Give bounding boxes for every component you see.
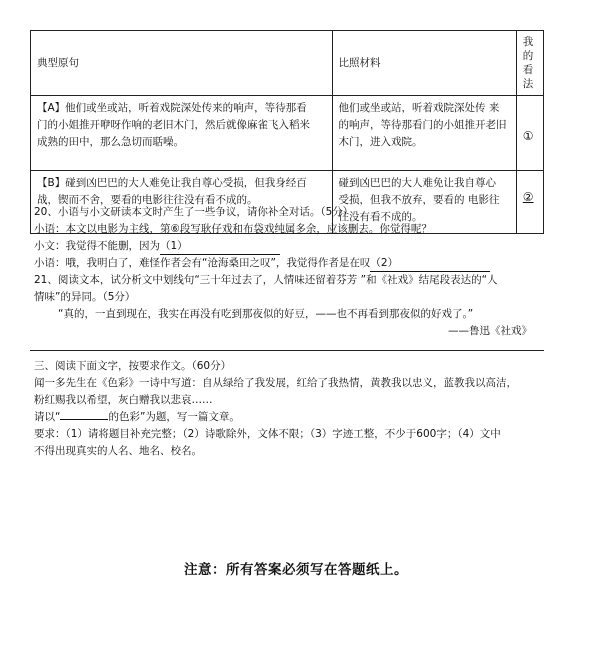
question-20-line1: 小语：本文以电影为主线，第⑥段写耿仔戏和布袋戏纯属多余，应该删去。你觉得呢？ <box>34 223 432 235</box>
question-20-line3-text: 小语：哦，我明白了，难怪作者会有“沧海桑田之叹”，我觉得作者是在叹 <box>34 257 371 269</box>
essay-prompt-prefix: 请以“ <box>34 411 61 423</box>
header-original-sentence: 典型原句 <box>31 31 333 96</box>
question-20-line2 <box>34 238 280 255</box>
section-3-heading: 三、阅读下面文字，按要求作文。（60分） <box>34 360 232 372</box>
compare-b-line1: 碰到凶巴巴的大人难免让我自尊心 <box>338 177 497 189</box>
section-3-paragraph-line1: 闻一多先生在《色彩》一诗中写道：自从绿给了我发展，红给了我热情，黄教我以忠义，蓝教我以高洁， <box>34 377 517 389</box>
header-my-view <box>516 31 543 96</box>
question-20-line2-text: 小文：我觉得不能删，因为 <box>34 240 160 252</box>
compare-b-line3: 往没有看不成的。 <box>338 211 423 223</box>
compare-b-line2: 受损，但我不放弃，要看的 电影往 <box>338 194 500 206</box>
essay-requirements-line2: 不得出现真实的人名、地名、校名。 <box>34 445 202 457</box>
question-21-title-line2: 情味”的异同。（5分） <box>34 291 136 303</box>
answer-sheet-notice: 注意：所有答案必须写在答题纸上。 <box>184 562 408 578</box>
question-21-title-line1: 21、阅读文本，试分析文中划线句“三十年过去了，人情味还留着芬芳 ”和《社戏》结尾段表达的“人 <box>34 274 498 286</box>
compare-a-line2: 的响声，等待那看门的小姐推开老旧 <box>338 119 507 131</box>
essay-title-blank[interactable] <box>60 419 108 420</box>
answer-blank-1[interactable] <box>160 238 280 255</box>
my-view-b[interactable] <box>516 171 543 234</box>
header-comparison-material: 比照材料 <box>332 31 516 96</box>
section-divider <box>30 350 544 351</box>
answer-mark-2: ② <box>522 190 534 204</box>
header-my-view-line2: 看法 <box>522 64 534 90</box>
original-a-line2: 门的小姐推开咿呀作响的老旧木门，然后就像麻雀飞入稻米 <box>37 119 310 131</box>
original-a-line3: 成熟的田中，那么急切而聒噪。 <box>37 136 184 148</box>
table-header-row <box>31 31 544 96</box>
essay-prompt-suffix: 的色彩”为题，写一篇文章。 <box>108 411 240 423</box>
answer-blank-2-label: （2） <box>370 257 399 269</box>
essay-requirements-line1: 要求：（1）请将题目补充完整；（2）诗歌除外，文体不限；（3）字迹工整，不少于600字；（4）文中 <box>34 428 501 440</box>
question-21-source: ——鲁迅《社戏》 <box>448 325 532 337</box>
original-b-line1: 【B】碰到凶巴巴的大人难免让我自尊心受损，但我身经百 <box>37 177 307 189</box>
comparison-material-a <box>332 96 516 171</box>
header-my-view-line1: 我的 <box>522 36 534 62</box>
question-20-line3 <box>34 255 490 272</box>
question-20-title: 20、小语与小文研读本文时产生了一些争议，请你补全对话。（5分） <box>34 206 354 218</box>
original-sentence-a <box>31 96 333 171</box>
my-view-a[interactable] <box>516 96 543 171</box>
table-row <box>31 96 544 171</box>
answer-blank-2[interactable] <box>370 255 490 272</box>
answer-mark-1: ① <box>522 129 534 143</box>
question-21-quote: “真的，一直到现在，我实在再没有吃到那夜似的好豆，——也不再看到那夜似的好戏了。” <box>58 308 474 320</box>
section-3-paragraph-line2: 粉红赐我以希望，灰白赠我以悲哀…… <box>34 394 213 406</box>
compare-a-line1: 他们或坐或站，听着戏院深处传 来 <box>338 102 500 114</box>
answer-blank-1-label: （1） <box>160 240 188 252</box>
original-b-line2: 战，锲而不舍，要看的电影往往没有看不成的。 <box>37 194 258 206</box>
essay-prompt <box>34 409 240 425</box>
compare-a-line3: 木门，进入戏院。 <box>338 136 423 148</box>
original-a-line1: 【A】他们或坐或站，听着戏院深处传来的响声，等待那看 <box>37 102 307 114</box>
